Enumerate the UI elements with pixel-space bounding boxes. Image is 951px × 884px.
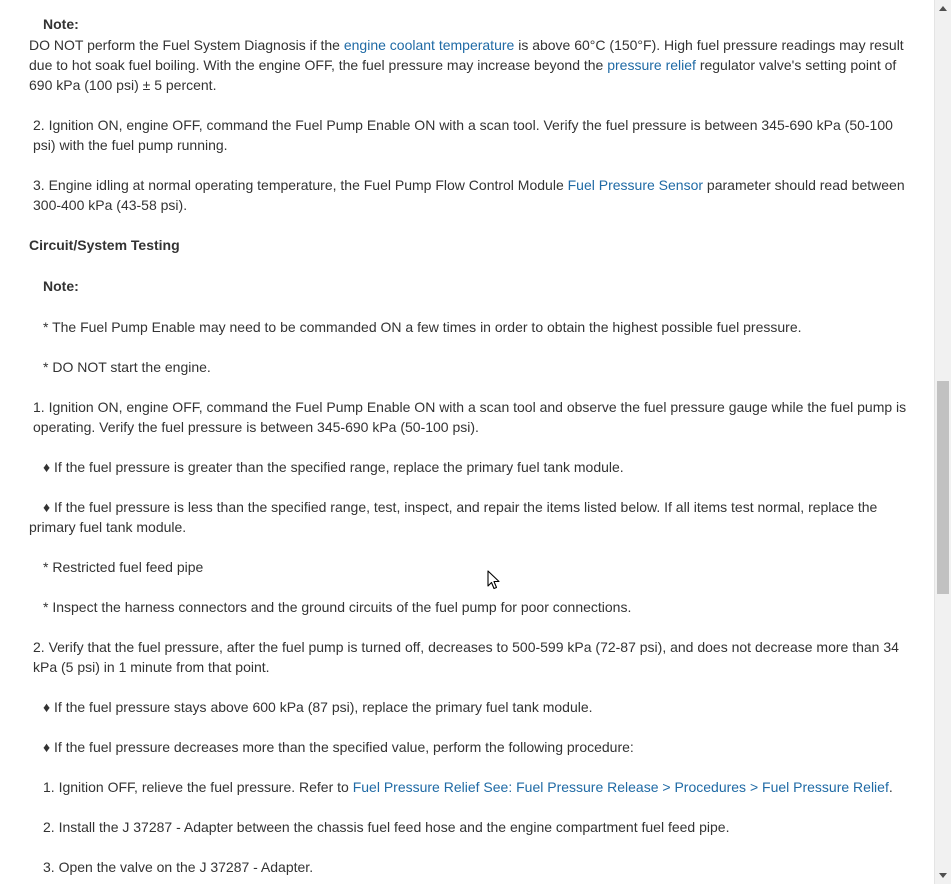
- note-text: DO NOT perform the Fuel System Diagnosis if the: [29, 37, 344, 53]
- test-step-2-diamond: ♦ If the fuel pressure stays above 600 kPa (87 psi), replace the primary fuel tank module.: [43, 699, 593, 715]
- procedure-step-1-text: 1. Ignition OFF, relieve the fuel pressure. Refer to: [43, 779, 353, 795]
- vertical-scrollbar[interactable]: [934, 0, 951, 884]
- pressure-relief-link[interactable]: pressure relief: [607, 57, 696, 73]
- fuel-pressure-sensor-link[interactable]: Fuel Pressure Sensor: [567, 177, 704, 193]
- note-text: regulator valve's setting point of 690 kPa (100 psi) ± 5 percent.: [29, 57, 897, 93]
- engine-coolant-temperature-link[interactable]: engine coolant temperature: [343, 37, 515, 53]
- scrollbar-thumb[interactable]: [937, 381, 949, 594]
- step-3-text: parameter should read between 300-400 kPa (43-58 psi).: [33, 177, 905, 213]
- note-bullet: * The Fuel Pump Enable may need to be commanded ON a few times in order to obtain the highest possible fuel pressure.: [43, 319, 802, 335]
- procedure-step-3: 3. Open the valve on the J 37287 - Adapter.: [43, 859, 314, 875]
- note-paragraph: [29, 35, 911, 95]
- section-title: Circuit/System Testing: [29, 237, 180, 253]
- test-step-2: 2. Verify that the fuel pressure, after the fuel pump is turned off, decreases to 500-599 kPa (72-87 psi), and does not decrease more than 34 kPa (5 psi) in 1 minute from that point.: [33, 639, 899, 675]
- fuel-pressure-relief-link[interactable]: Fuel Pressure Relief See: Fuel Pressure Release > Procedures > Fuel Pressure Relief: [352, 779, 889, 795]
- test-step-1-diamond: ♦ If the fuel pressure is less than the specified range, test, inspect, and repair the items listed below. If all items test normal, replace the primary fuel tank module.: [29, 499, 878, 535]
- procedure-step-1: [43, 777, 903, 797]
- note-heading: Note:: [43, 16, 79, 32]
- step-2: 2. Ignition ON, engine OFF, command the Fuel Pump Enable ON with a scan tool. Verify the fuel pressure is between 345-690 kPa (50-100 psi) with the fuel pump running.: [33, 117, 893, 153]
- note-heading: Note:: [43, 278, 79, 294]
- test-step-1-subitem: * Inspect the harness connectors and the ground circuits of the fuel pump for poor connections.: [43, 599, 632, 615]
- test-step-1-diamond: ♦ If the fuel pressure is greater than the specified range, replace the primary fuel tank module.: [43, 459, 624, 475]
- mouse-pointer-icon: [487, 570, 501, 593]
- procedure-step-2: 2. Install the J 37287 - Adapter between the chassis fuel feed hose and the engine compartment fuel feed pipe.: [43, 819, 730, 835]
- chevron-up-icon[interactable]: [939, 6, 947, 11]
- step-3: [33, 175, 911, 215]
- test-step-1-subitem: * Restricted fuel feed pipe: [43, 559, 204, 575]
- chevron-down-icon[interactable]: [939, 873, 947, 878]
- procedure-step-1-text: .: [888, 779, 893, 795]
- test-step-1: 1. Ignition ON, engine OFF, command the Fuel Pump Enable ON with a scan tool and observe the fuel pressure gauge while the fuel pump is operating. Verify the fuel pressure is between 345-690 kPa (50-100 psi).: [33, 399, 907, 435]
- test-step-2-diamond: ♦ If the fuel pressure decreases more than the specified value, perform the following procedure:: [43, 739, 634, 755]
- step-3-text: 3. Engine idling at normal operating temperature, the Fuel Pump Flow Control Module: [33, 177, 568, 193]
- note-text: is above 60°C (150°F). High fuel pressure readings may result due to hot soak fuel boiling. With the engine OFF, the fuel pressure may increase beyond the: [29, 37, 904, 73]
- note-bullet: * DO NOT start the engine.: [43, 359, 211, 375]
